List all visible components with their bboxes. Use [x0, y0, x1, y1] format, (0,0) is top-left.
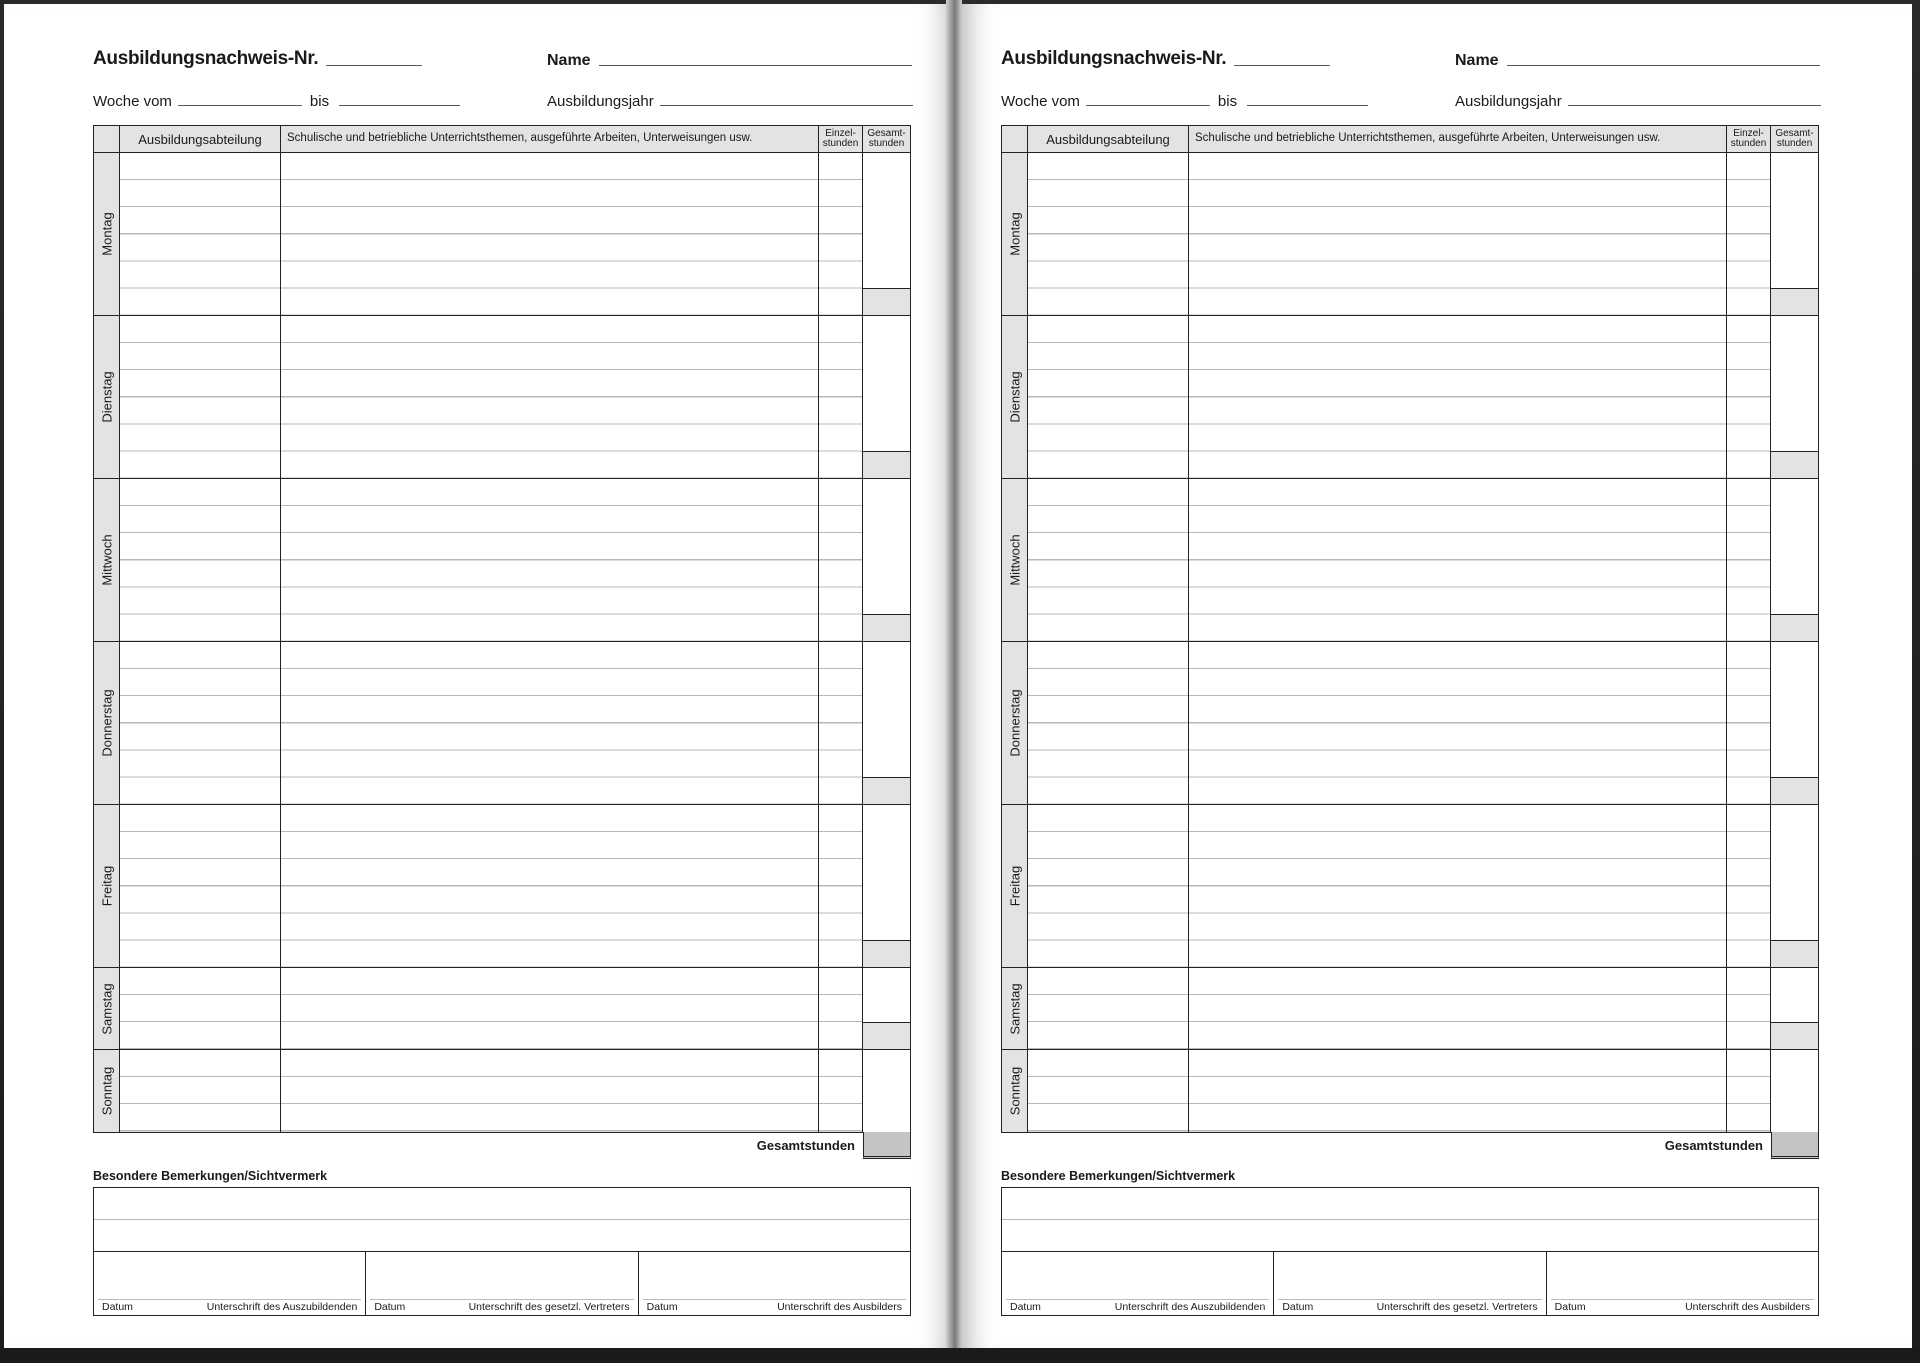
description-cell[interactable]	[1189, 316, 1727, 479]
total-hours-header: Gesamt- stunden	[863, 126, 910, 153]
remarks-line	[1002, 1219, 1818, 1220]
day-header-corner	[1002, 126, 1028, 153]
remarks-box[interactable]	[93, 1187, 911, 1316]
total-hours-cell[interactable]	[1771, 1050, 1818, 1132]
day-label-tuesday: Dienstag	[94, 316, 120, 479]
department-cell[interactable]	[120, 805, 281, 968]
grand-total-label: Gesamtstunden	[1664, 1138, 1763, 1153]
description-header: Schulische und betriebliche Unterrichtsthemen, ausgeführte Arbeiten, Unterweisungen usw.	[281, 126, 819, 153]
day-label-sunday: Sonntag	[94, 1050, 120, 1132]
day-label-saturday: Samstag	[1002, 968, 1028, 1050]
grand-total-field[interactable]	[863, 1132, 911, 1159]
department-cell[interactable]	[1028, 1050, 1189, 1132]
grand-total-row	[93, 1132, 911, 1160]
week-from-label: Woche vom	[93, 93, 172, 110]
year-label: Ausbildungsjahr	[547, 93, 654, 110]
single-hours-cell[interactable]	[1727, 1050, 1771, 1132]
description-cell[interactable]	[281, 316, 819, 479]
weekly-table	[93, 125, 911, 1133]
day-label-saturday: Samstag	[94, 968, 120, 1050]
date-label: Datum	[1010, 1301, 1041, 1313]
date-label: Datum	[374, 1301, 406, 1313]
remarks-line	[94, 1219, 910, 1220]
right-page	[960, 4, 1912, 1348]
grand-total-label: Gesamtstunden	[756, 1138, 855, 1153]
day-header-corner	[94, 126, 120, 153]
week-to-field[interactable]	[1247, 104, 1368, 106]
total-hours-cell[interactable]	[863, 642, 910, 805]
weekly-table	[1001, 125, 1819, 1133]
week-to-field[interactable]	[339, 104, 460, 106]
description-cell[interactable]	[1189, 968, 1727, 1050]
description-cell[interactable]	[1189, 153, 1727, 316]
signature-label: Unterschrift des gesetzl. Vertreters	[468, 1301, 630, 1313]
week-to-label: bis	[1217, 93, 1238, 110]
name-label: Name	[547, 52, 591, 69]
description-cell[interactable]	[281, 153, 819, 316]
signature-label: Unterschrift des Ausbilders	[777, 1301, 902, 1313]
total-hours-cell[interactable]	[863, 479, 910, 642]
day-label-friday: Freitag	[94, 805, 120, 968]
name-label: Name	[1455, 52, 1499, 69]
single-hours-cell[interactable]	[819, 968, 863, 1050]
day-label-monday: Montag	[94, 153, 120, 316]
single-hours-cell[interactable]	[1727, 642, 1771, 805]
total-hours-cell[interactable]	[863, 153, 910, 316]
department-cell[interactable]	[120, 968, 281, 1050]
description-cell[interactable]	[281, 1050, 819, 1132]
total-hours-cell[interactable]	[863, 968, 910, 1050]
department-cell[interactable]	[1028, 805, 1189, 968]
name-field[interactable]	[599, 64, 912, 66]
description-cell[interactable]	[281, 805, 819, 968]
total-hours-cell[interactable]	[1771, 968, 1818, 1050]
remarks-box[interactable]	[1001, 1187, 1819, 1316]
week-from-field[interactable]	[178, 104, 302, 106]
form-title: Ausbildungsnachweis-Nr.	[1001, 48, 1227, 69]
single-hours-cell[interactable]	[819, 1050, 863, 1132]
day-label-thursday: Donnerstag	[1002, 642, 1028, 805]
total-hours-header: Gesamt- stunden	[1771, 126, 1818, 153]
book-spine	[946, 0, 962, 1352]
single-hours-cell[interactable]	[819, 805, 863, 968]
single-hours-cell[interactable]	[1727, 479, 1771, 642]
department-cell[interactable]	[1028, 968, 1189, 1050]
header-row-1	[1001, 44, 1819, 70]
total-hours-cell[interactable]	[1771, 316, 1818, 479]
day-label-wednesday: Mittwoch	[1002, 479, 1028, 642]
day-label-tuesday: Dienstag	[1002, 316, 1028, 479]
single-hours-cell[interactable]	[819, 153, 863, 316]
grand-total-row	[1001, 1132, 1819, 1160]
signature-label: Unterschrift des gesetzl. Vertreters	[1376, 1301, 1538, 1313]
department-cell[interactable]	[120, 479, 281, 642]
year-label: Ausbildungsjahr	[1455, 93, 1562, 110]
department-cell[interactable]	[120, 316, 281, 479]
header-row-2	[93, 84, 911, 110]
left-page	[4, 4, 954, 1348]
total-hours-cell[interactable]	[1771, 805, 1818, 968]
department-header: Ausbildungsabteilung	[1028, 126, 1189, 153]
year-field[interactable]	[1568, 104, 1821, 106]
single-hours-header: Einzel- stunden	[1727, 126, 1771, 153]
signature-field-trainee[interactable]	[1002, 1252, 1274, 1316]
signature-label: Unterschrift des Auszubildenden	[206, 1301, 358, 1313]
department-cell[interactable]	[1028, 316, 1189, 479]
week-from-label: Woche vom	[1001, 93, 1080, 110]
total-hours-cell[interactable]	[863, 1050, 910, 1132]
total-hours-cell[interactable]	[863, 316, 910, 479]
book-bottom-edge	[0, 1348, 1920, 1363]
header-row-2	[1001, 84, 1819, 110]
signature-field-guardian[interactable]	[366, 1252, 638, 1316]
total-hours-cell[interactable]	[1771, 153, 1818, 316]
description-cell[interactable]	[1189, 479, 1727, 642]
single-hours-cell[interactable]	[1727, 805, 1771, 968]
name-field[interactable]	[1507, 64, 1820, 66]
description-cell[interactable]	[1189, 805, 1727, 968]
signature-label: Unterschrift des Auszubildenden	[1114, 1301, 1266, 1313]
department-cell[interactable]	[1028, 153, 1189, 316]
number-field[interactable]	[326, 64, 422, 66]
week-to-label: bis	[309, 93, 330, 110]
year-field[interactable]	[660, 104, 913, 106]
week-from-field[interactable]	[1086, 104, 1210, 106]
single-hours-header: Einzel- stunden	[819, 126, 863, 153]
single-hours-cell[interactable]	[819, 479, 863, 642]
grand-total-field[interactable]	[1771, 1132, 1819, 1159]
signature-field-trainer[interactable]	[1547, 1252, 1818, 1316]
form-title: Ausbildungsnachweis-Nr.	[93, 48, 319, 69]
day-label-thursday: Donnerstag	[94, 642, 120, 805]
day-label-friday: Freitag	[1002, 805, 1028, 968]
description-cell[interactable]	[1189, 642, 1727, 805]
date-label: Datum	[1554, 1301, 1586, 1313]
signature-row	[1002, 1251, 1818, 1316]
department-cell[interactable]	[120, 642, 281, 805]
day-label-monday: Montag	[1002, 153, 1028, 316]
signature-field-trainer[interactable]	[639, 1252, 910, 1316]
signature-field-guardian[interactable]	[1274, 1252, 1546, 1316]
department-cell[interactable]	[1028, 479, 1189, 642]
description-cell[interactable]	[281, 968, 819, 1050]
total-hours-cell[interactable]	[863, 805, 910, 968]
remarks-label: Besondere Bemerkungen/Sichtvermerk	[1001, 1169, 1236, 1183]
number-field[interactable]	[1234, 64, 1330, 66]
total-hours-cell[interactable]	[1771, 479, 1818, 642]
single-hours-cell[interactable]	[819, 642, 863, 805]
department-cell[interactable]	[1028, 642, 1189, 805]
single-hours-cell[interactable]	[819, 316, 863, 479]
date-label: Datum	[646, 1301, 678, 1313]
description-cell[interactable]	[281, 642, 819, 805]
signature-label: Unterschrift des Ausbilders	[1685, 1301, 1810, 1313]
department-cell[interactable]	[120, 1050, 281, 1132]
department-cell[interactable]	[120, 153, 281, 316]
date-label: Datum	[102, 1301, 133, 1313]
description-cell[interactable]	[281, 479, 819, 642]
day-label-sunday: Sonntag	[1002, 1050, 1028, 1132]
date-label: Datum	[1282, 1301, 1314, 1313]
single-hours-cell[interactable]	[1727, 968, 1771, 1050]
total-hours-cell[interactable]	[1771, 642, 1818, 805]
signature-row	[94, 1251, 910, 1316]
single-hours-cell[interactable]	[1727, 316, 1771, 479]
header-row-1	[93, 44, 911, 70]
day-label-wednesday: Mittwoch	[94, 479, 120, 642]
single-hours-cell[interactable]	[1727, 153, 1771, 316]
department-header: Ausbildungsabteilung	[120, 126, 281, 153]
description-cell[interactable]	[1189, 1050, 1727, 1132]
remarks-label: Besondere Bemerkungen/Sichtvermerk	[93, 1169, 328, 1183]
description-header: Schulische und betriebliche Unterrichtsthemen, ausgeführte Arbeiten, Unterweisungen usw.	[1189, 126, 1727, 153]
signature-field-trainee[interactable]	[94, 1252, 366, 1316]
